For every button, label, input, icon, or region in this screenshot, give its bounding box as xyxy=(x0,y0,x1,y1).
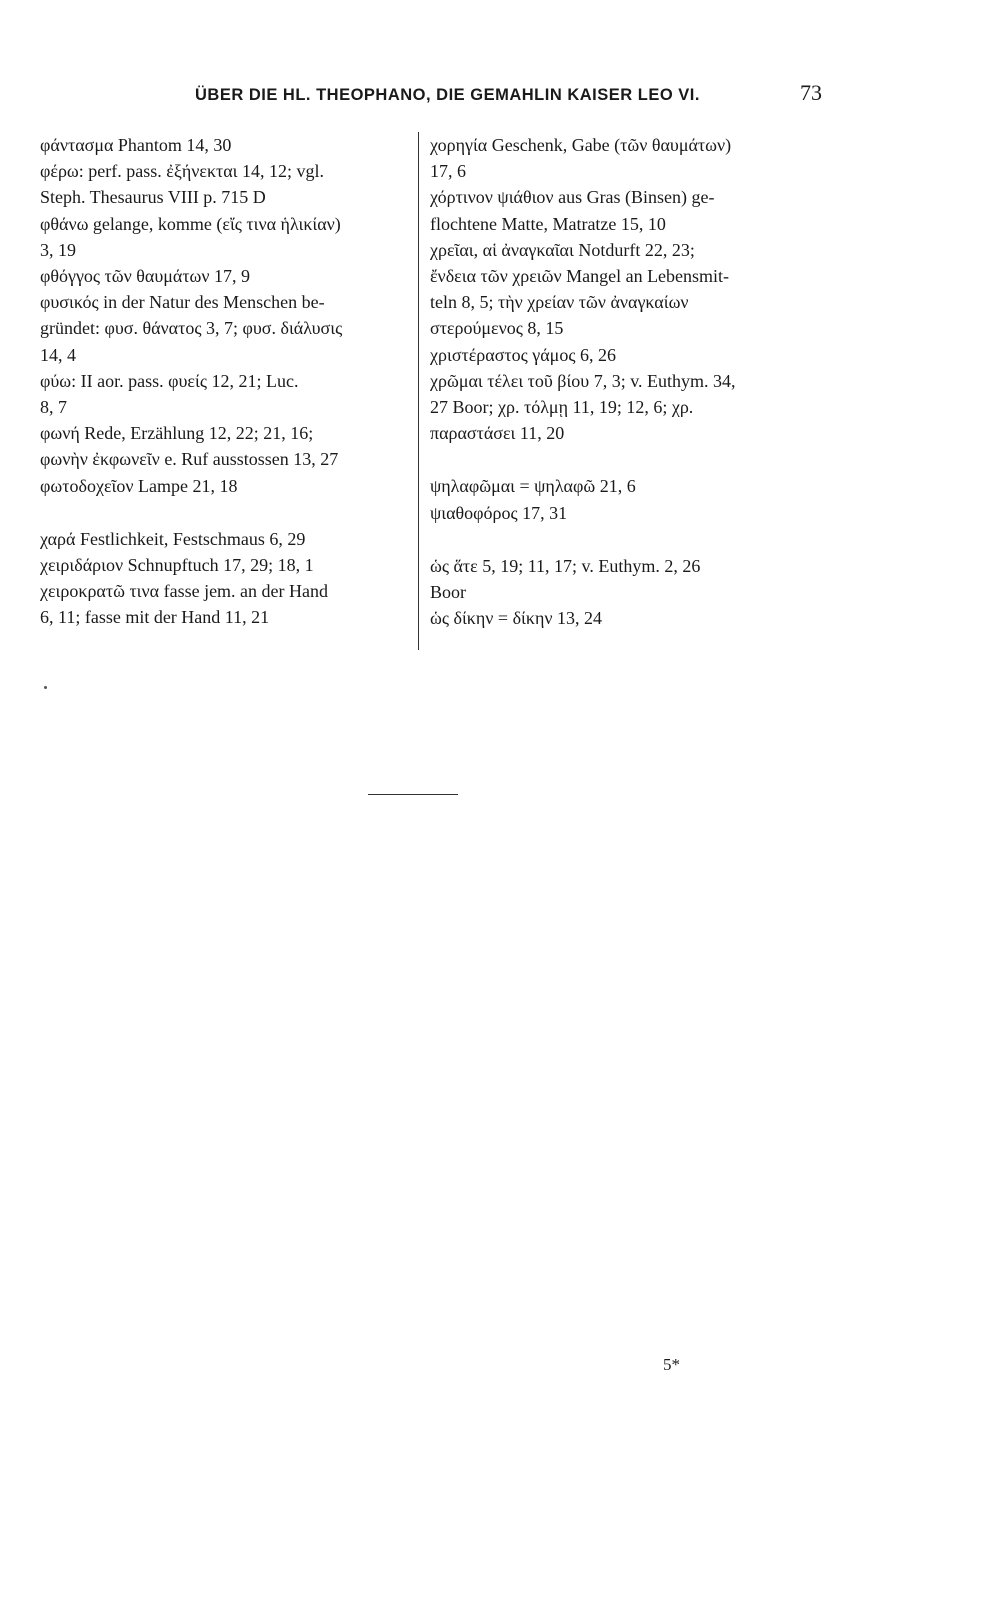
entry-line: teln 8, 5; τὴν χρείαν τῶν ἀναγκαίων xyxy=(430,292,689,313)
index-column-right xyxy=(430,132,830,631)
entry-line: στερούμενος 8, 15 xyxy=(430,318,564,339)
index-entry xyxy=(430,368,830,447)
print-speck xyxy=(44,686,47,689)
page-header xyxy=(40,80,820,110)
section-gap xyxy=(40,499,412,526)
entry-line: φωνὴν ἐκφωνεῖν e. Ruf ausstossen 13, 27 xyxy=(40,449,339,470)
entry-line: φωτοδοχεῖον Lampe 21, 18 xyxy=(40,475,238,496)
section-gap xyxy=(430,526,830,553)
entry-line: 8, 7 xyxy=(40,397,67,418)
index-entry xyxy=(40,526,412,552)
entry-line: flochtene Matte, Matratze 15, 10 xyxy=(430,213,666,234)
index-entry xyxy=(430,473,830,499)
entry-line: ὡς δίκην = δίκην 13, 24 xyxy=(430,608,603,629)
index-entry xyxy=(40,289,412,368)
entry-line: φωνή Rede, Erzählung 12, 22; 21, 16; xyxy=(40,423,314,444)
entry-line: 3, 19 xyxy=(40,239,76,260)
index-entry xyxy=(40,263,412,289)
entry-line: φέρω: perf. pass. ἐξήνεκται 14, 12; vgl. xyxy=(40,161,325,182)
entry-line: Steph. Thesaurus VIII p. 715 D xyxy=(40,187,266,208)
entry-line: χρῶμαι τέλει τοῦ βίου 7, 3; v. Euthym. 34, xyxy=(430,370,736,391)
entry-line: 27 Boor; χρ. τόλμῃ 11, 19; 12, 6; χρ. xyxy=(430,397,694,418)
index-column-left xyxy=(40,132,412,631)
index-entry xyxy=(40,473,412,499)
entry-line: φθάνω gelange, komme (εἴς τινα ἡλικίαν) xyxy=(40,213,341,234)
index-entry xyxy=(430,605,830,631)
index-entry xyxy=(40,211,412,263)
entry-line: χρεῖαι, αἱ ἀναγκαῖαι Notdurft 22, 23; xyxy=(430,239,695,260)
entry-line: 17, 6 xyxy=(430,161,466,182)
entry-line: χριστέραστος γάμος 6, 26 xyxy=(430,344,616,365)
entry-line: ψηλαφῶμαι = ψηλαφῶ 21, 6 xyxy=(430,476,636,497)
entry-line: παραστάσει 11, 20 xyxy=(430,423,565,444)
entry-line: Boor xyxy=(430,582,466,603)
entry-line: 6, 11; fasse mit der Hand 11, 21 xyxy=(40,607,270,628)
entry-line: ὡς ἅτε 5, 19; 11, 17; v. Euthym. 2, 26 xyxy=(430,555,701,576)
index-entry xyxy=(430,184,830,236)
index-entry xyxy=(40,158,412,210)
entry-line: χαρά Festlichkeit, Festschmaus 6, 29 xyxy=(40,528,306,549)
entry-line: φύω: II aor. pass. φυείς 12, 21; Luc. xyxy=(40,370,299,391)
entry-line: φυσικός in der Natur des Menschen be- xyxy=(40,292,325,313)
section-gap xyxy=(430,446,830,473)
entry-line: ψιαθοφόρος 17, 31 xyxy=(430,502,568,523)
running-head: ÜBER DIE HL. THEOPHANO, DIE GEMAHLIN KAISER LEO VI. xyxy=(195,86,700,104)
index-entry xyxy=(40,578,412,630)
index-entry xyxy=(430,342,830,368)
entry-line: χόρτινον ψιάθιον aus Gras (Binsen) ge- xyxy=(430,187,715,208)
index-entry xyxy=(430,132,830,184)
end-rule xyxy=(368,794,458,795)
index-entry xyxy=(40,368,412,420)
index-entry xyxy=(40,552,412,578)
page-number: 73 xyxy=(800,80,822,105)
index-entry xyxy=(40,420,412,472)
entry-line: χορηγία Geschenk, Gabe (τῶν θαυμάτων) xyxy=(430,135,732,155)
index-entry xyxy=(430,237,830,342)
index-entry xyxy=(430,553,830,605)
entry-line: χειροκρατῶ τινα fasse jem. an der Hand xyxy=(40,581,329,602)
index-entry xyxy=(40,132,412,158)
entry-line: ἔνδεια τῶν χρειῶν Mangel an Lebensmit- xyxy=(430,266,730,287)
signature-mark: 5* xyxy=(663,1355,680,1374)
index-entry xyxy=(430,500,830,526)
entry-line: χειριδάριον Schnupftuch 17, 29; 18, 1 xyxy=(40,555,314,576)
entry-line: 14, 4 xyxy=(40,344,76,365)
entry-line: φάντασμα Phantom 14, 30 xyxy=(40,135,232,155)
entry-line: φθόγγος τῶν θαυμάτων 17, 9 xyxy=(40,266,251,287)
column-divider xyxy=(418,132,419,650)
entry-line: gründet: φυσ. θάνατος 3, 7; φυσ. διάλυσις xyxy=(40,318,343,339)
